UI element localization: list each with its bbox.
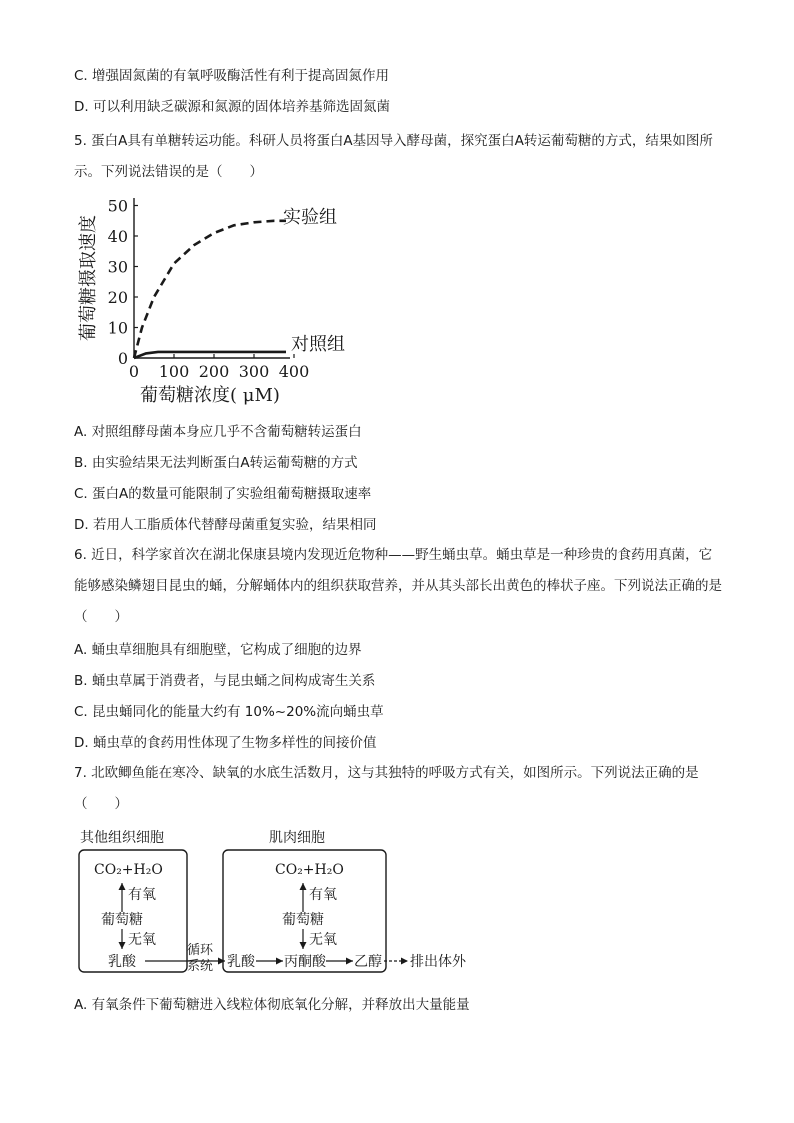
q4-option-d: D. 可以利用缺乏碳源和氮源的固体培养基筛选固氮菌 <box>74 99 390 115</box>
box-title-other-tissue: 其他组织细胞 <box>80 830 164 846</box>
box1-anaerobic-label: 无氧 <box>128 932 156 948</box>
excrete-label: 排出体外 <box>410 954 466 970</box>
respiration-diagram <box>72 828 492 978</box>
q6-stem: 6. 近日，科学家首次在湖北保康县境内发现近危物种——野生蛹虫草。蛹虫草是一种珍贵的食药用真菌，它能够感染鳞翅目昆虫的蛹，分解蛹体内的组织获取营养，并从其头部长出黄色的棒状子座。下列说法正确的是（ ） <box>74 547 722 625</box>
x-tick-label: 400 <box>278 362 310 381</box>
series-line-experimental <box>134 221 286 358</box>
circulation-label-1: 循环 <box>187 943 214 958</box>
q7-option-a: A. 有氧条件下葡萄糖进入线粒体彻底氧化分解，并释放出大量能量 <box>74 997 470 1013</box>
box2-co2-h2o: CO₂+H₂O <box>275 862 344 878</box>
box2-lactic-acid: 乳酸 <box>227 954 255 970</box>
box1-lactic-acid: 乳酸 <box>108 954 136 970</box>
x-tick-label: 300 <box>238 362 270 381</box>
y-tick-label: 30 <box>107 257 128 277</box>
series-label-control: 对照组 <box>291 334 345 355</box>
glucose-uptake-chart <box>70 190 360 410</box>
box2-ethanol: 乙醇 <box>354 954 382 970</box>
y-tick-label: 10 <box>107 318 128 338</box>
series-label-experimental: 实验组 <box>283 207 337 228</box>
q6-option-b: B. 蛹虫草属于消费者，与昆虫蛹之间构成寄生关系 <box>74 673 376 689</box>
q6-option-c: C. 昆虫蛹同化的能量大约有 10%~20%流向蛹虫草 <box>74 704 384 720</box>
y-tick-label: 50 <box>107 196 128 216</box>
y-tick-label: 40 <box>107 227 128 246</box>
box2-aerobic-label: 有氧 <box>309 887 337 903</box>
box-title-muscle: 肌肉细胞 <box>269 830 325 846</box>
q5-option-b: B. 由实验结果无法判断蛋白A转运葡萄糖的方式 <box>74 455 358 471</box>
box2-anaerobic-label: 无氧 <box>309 932 337 948</box>
q5-option-d: D. 若用人工脂质体代替酵母菌重复实验，结果相同 <box>74 517 377 533</box>
q6-option-d: D. 蛹虫草的食药用性体现了生物多样性的间接价值 <box>74 735 377 751</box>
x-tick-label: 200 <box>198 362 230 381</box>
x-tick-label: 0 <box>128 362 140 381</box>
q4-option-c: C. 增强固氮菌的有氧呼吸酶活性有利于提高固氮作用 <box>74 68 390 84</box>
box1-aerobic-label: 有氧 <box>128 887 156 903</box>
box2-glucose: 葡萄糖 <box>282 912 324 928</box>
x-axis-label: 葡萄糖浓度( μM) <box>140 385 280 406</box>
box1-co2-h2o: CO₂+H₂O <box>94 862 163 878</box>
x-tick-label: 100 <box>158 362 190 381</box>
y-tick-label: 0 <box>117 349 128 368</box>
q7-stem: 7. 北欧鲫鱼能在寒冷、缺氧的水底生活数月，这与其独特的呼吸方式有关，如图所示。下列说法正确的是（ ） <box>74 765 699 812</box>
series-line-control <box>134 352 286 358</box>
q6-option-a: A. 蛹虫草细胞具有细胞壁，它构成了细胞的边界 <box>74 642 362 658</box>
q5-option-c: C. 蛋白A的数量可能限制了实验组葡萄糖摄取速率 <box>74 486 372 502</box>
q5-stem: 5. 蛋白A具有单糖转运功能。科研人员将蛋白A基因导入酵母菌，探究蛋白A转运葡萄糖的方式，结果如图所示。下列说法错误的是（ ） <box>74 133 713 180</box>
box1-glucose: 葡萄糖 <box>101 912 143 928</box>
circulation-label-2: 系统 <box>187 959 214 974</box>
q5-option-a: A. 对照组酵母菌本身应几乎不含葡萄糖转运蛋白 <box>74 424 362 440</box>
y-axis-label: 葡萄糖摄取速度 <box>78 215 99 341</box>
box2-pyruvate: 丙酮酸 <box>284 954 326 970</box>
y-tick-label: 20 <box>107 288 128 307</box>
